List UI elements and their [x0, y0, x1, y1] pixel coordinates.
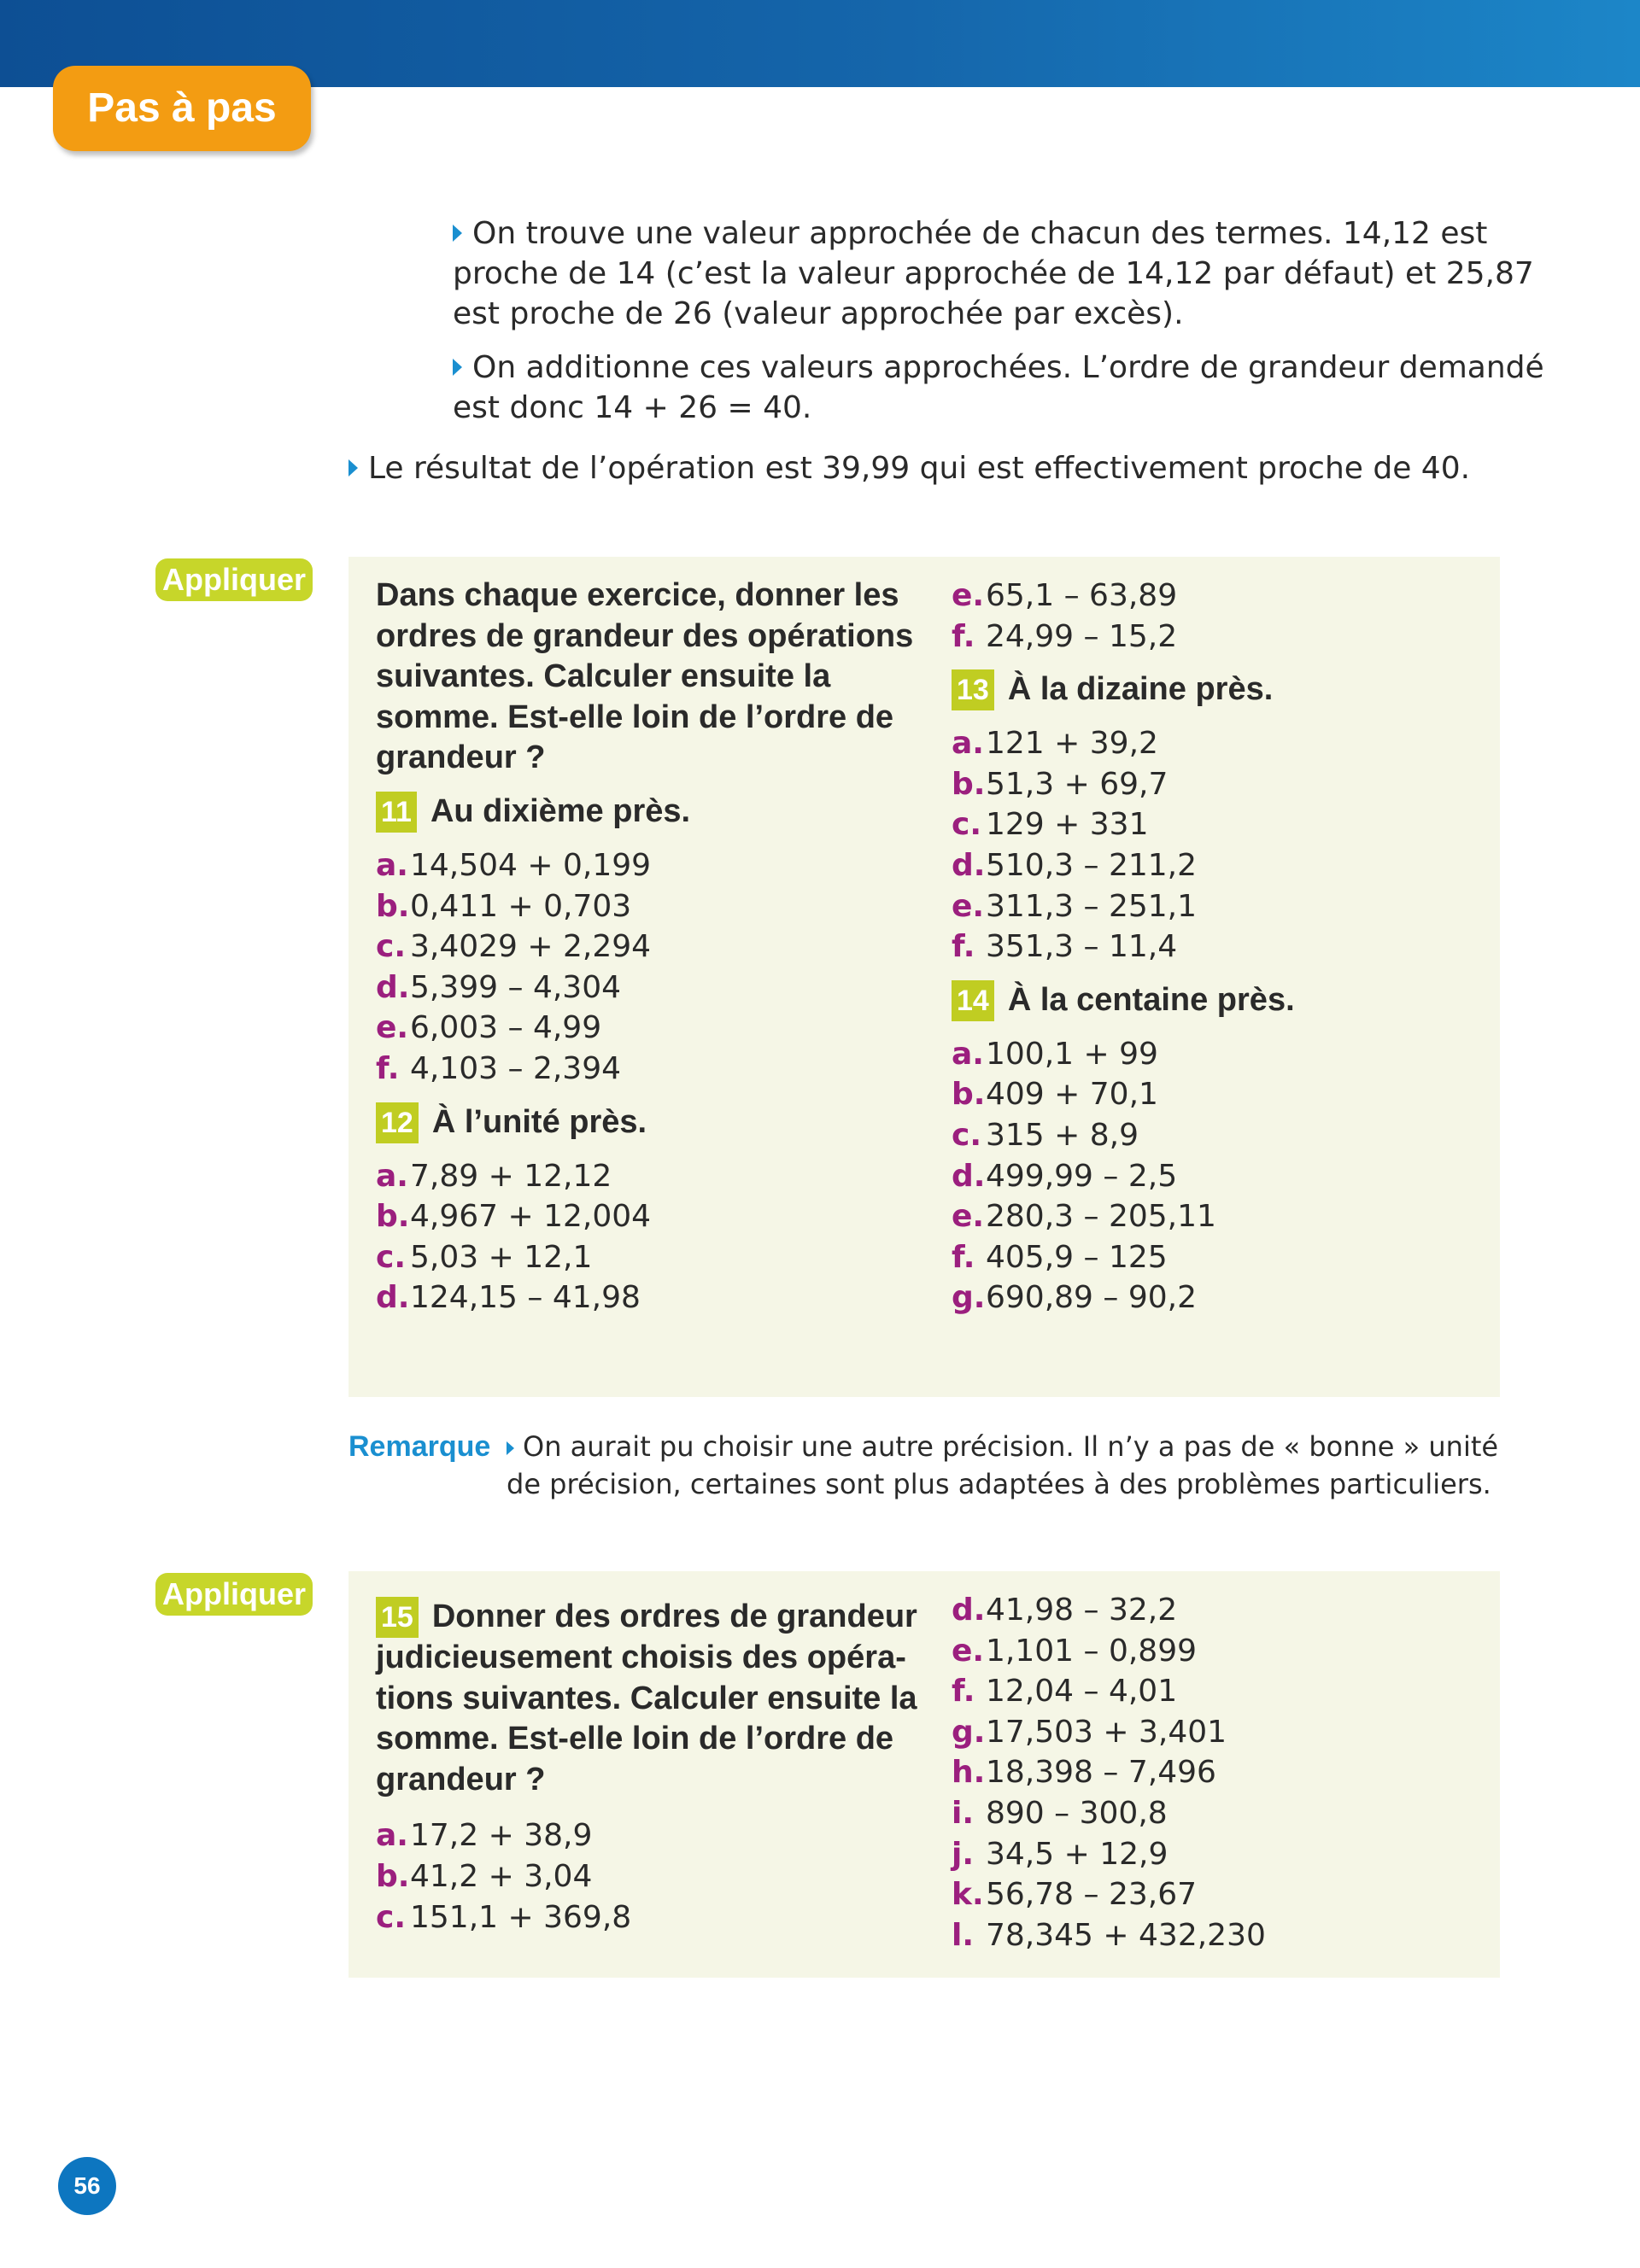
exercise-14-items	[952, 1034, 1481, 1318]
list-item: f. 12,04 – 4,01	[952, 1674, 1178, 1710]
list-item: d.510,3 – 211,2	[952, 847, 1198, 883]
list-item: a.14,504 + 0,199	[376, 847, 652, 883]
list-item: g.17,503 + 3,401	[952, 1714, 1227, 1750]
list-item: b.409 + 70,1	[952, 1077, 1158, 1113]
list-item: b.0,411 + 0,703	[376, 888, 632, 924]
list-item: d.5,399 – 4,304	[376, 969, 622, 1005]
exercise-12-items	[376, 1156, 914, 1318]
bullet-icon	[348, 459, 358, 476]
section-tab: Pas à pas	[53, 66, 311, 151]
instruction: 15 Donner des ordres de grandeur judicieusement choisis des opéra- tions suivantes. Calculer ensuite la somme. Est-elle loin de l’ordre de grandeur ?	[376, 1599, 917, 1797]
list-item: a.121 + 39,2	[952, 726, 1158, 762]
list-item: c. 315 + 8,9	[952, 1117, 1139, 1153]
bullet-icon	[453, 359, 462, 376]
exercise-col-left	[376, 576, 914, 1318]
intro-bullet-1: On trouve une valeur approchée de chacun des termes. 14,12 est proche de 14 (c’est la valeur approchée de 14,12 par défaut) et 25,87 est proche de 26 (valeur approchée par excès).	[453, 216, 1534, 331]
exercise-11-heading: 11 Au dixième près.	[376, 787, 914, 835]
list-item: d.124,15 – 41,98	[376, 1280, 641, 1316]
list-item: d.41,98 – 32,2	[952, 1593, 1178, 1628]
list-item: e.280,3 – 205,11	[952, 1199, 1216, 1235]
exercise-15-items-right	[952, 1590, 1481, 1955]
list-item: j. 34,5 + 12,9	[952, 1836, 1168, 1872]
exercise-number: 11	[376, 792, 417, 833]
list-item: f. 351,3 – 11,4	[952, 929, 1178, 965]
list-item: b.51,3 + 69,7	[952, 766, 1168, 802]
list-item: i. 890 – 300,8	[952, 1795, 1168, 1831]
list-item: a.7,89 + 12,12	[376, 1158, 612, 1194]
exercise-13-items	[952, 723, 1481, 967]
exercise-number: 14	[952, 980, 994, 1021]
exercise-col-right	[952, 576, 1481, 1318]
list-item: c. 3,4029 + 2,294	[376, 929, 652, 965]
list-item: d.499,99 – 2,5	[952, 1158, 1178, 1194]
exercise-12-heading: 12 À l’unité près.	[376, 1098, 914, 1146]
list-item: c. 151,1 + 369,8	[376, 1899, 632, 1935]
remarque-text: On aurait pu choisir une autre précision. Il n’y a pas de « bonne » unité de précision, certaines sont plus adaptées à des problèmes particuliers.	[507, 1430, 1499, 1500]
exercise-number: 12	[376, 1102, 419, 1143]
list-item: g.690,89 – 90,2	[952, 1280, 1198, 1316]
exercise-number: 13	[952, 669, 994, 710]
list-item: e.65,1 – 63,89	[952, 578, 1178, 613]
remarque-label: Remarque	[348, 1430, 491, 1463]
exercise-number: 15	[376, 1597, 419, 1638]
exercise-11-items	[376, 845, 914, 1090]
list-item: l. 78,345 + 432,230	[952, 1917, 1266, 1953]
exercise-col-left	[376, 1597, 922, 1938]
page-number: 56	[58, 2157, 116, 2215]
exercise-14-heading: 14 À la centaine près.	[952, 976, 1481, 1024]
exercise-13-heading: 13 À la dizaine près.	[952, 665, 1481, 713]
list-item: b.4,967 + 12,004	[376, 1199, 652, 1235]
intro-result: Le résultat de l’opération est 39,99 qui est effectivement proche de 40.	[348, 448, 1502, 488]
list-item: c. 129 + 331	[952, 807, 1149, 843]
appliquer-badge: Appliquer	[155, 558, 313, 601]
list-item: a.100,1 + 99	[952, 1036, 1158, 1072]
appliquer-badge: Appliquer	[155, 1573, 313, 1616]
exercise-box-2	[348, 1571, 1500, 1978]
intro-bullet-2: On additionne ces valeurs approchées. L’ordre de grandeur demandé est donc 14 + 26 = 40.	[453, 350, 1544, 425]
list-item: f. 24,99 – 15,2	[952, 618, 1178, 654]
list-item: e.1,101 – 0,899	[952, 1633, 1198, 1669]
exercise-box-1	[348, 557, 1500, 1397]
instruction: Dans chaque exercice, donner les ordres de grandeur des opérations suivantes. Calculer ensuite la somme. Est-elle loin de l’ordre de grandeur ?	[376, 577, 914, 776]
list-item: f. 4,103 – 2,394	[376, 1050, 622, 1086]
list-item: h.18,398 – 7,496	[952, 1755, 1216, 1791]
list-item: e.6,003 – 4,99	[376, 1010, 602, 1046]
exercise-15-items-left	[376, 1815, 922, 1938]
intro-text	[453, 213, 1544, 441]
bullet-icon	[453, 225, 462, 242]
bullet-icon	[507, 1441, 514, 1455]
list-item: k.56,78 – 23,67	[952, 1877, 1198, 1913]
list-item: e.311,3 – 251,1	[952, 888, 1198, 924]
list-item: a.17,2 + 38,9	[376, 1818, 593, 1854]
list-item: b.41,2 + 3,04	[376, 1858, 593, 1894]
list-item: f. 405,9 – 125	[952, 1239, 1168, 1275]
list-item: c. 5,03 + 12,1	[376, 1239, 593, 1275]
